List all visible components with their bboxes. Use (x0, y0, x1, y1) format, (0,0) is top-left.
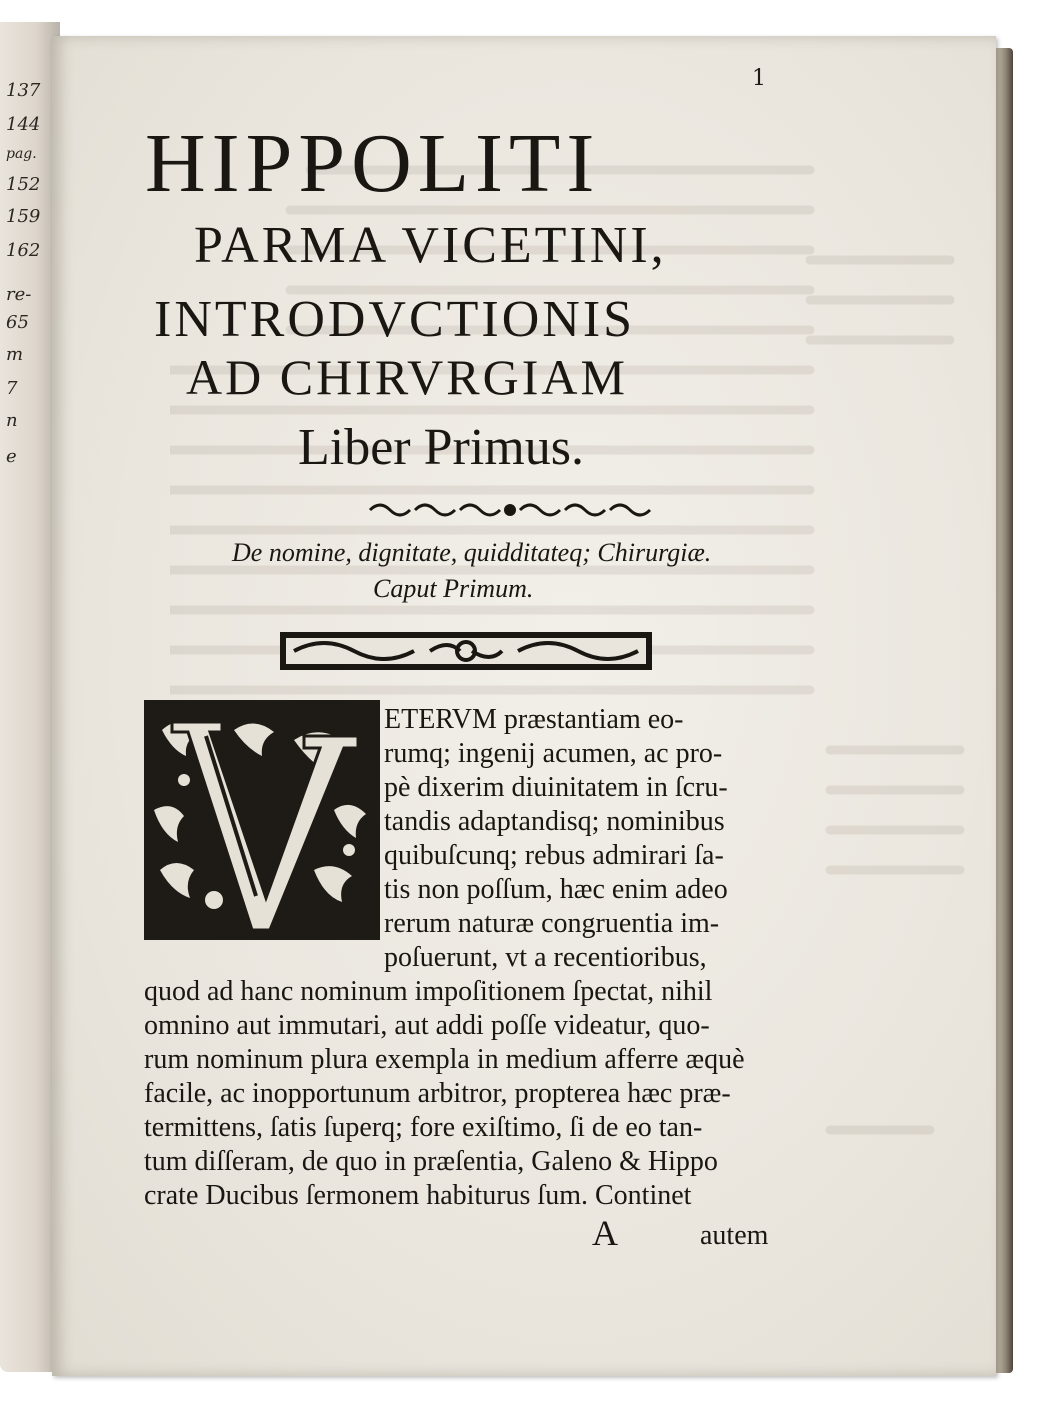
body-text-line: omnino aut immutari, aut addi poſſe videatur, quo- (144, 1010, 710, 1041)
body-text-line: ETERVM præstantiam eo- (384, 704, 684, 735)
margin-number: 152 (6, 174, 41, 195)
left-page-edge (0, 22, 60, 1372)
body-text-line: crate Ducibus ſermonem habiturus ſum. Continet (144, 1180, 692, 1211)
margin-number: 7 (6, 378, 18, 399)
body-text-line: tis non poſſum, hæc enim adeo (384, 874, 728, 905)
body-text-line: quod ad hanc nominum impoſitionem ſpectat, nihil (144, 976, 713, 1007)
page-number: 1 (752, 66, 766, 91)
margin-number: e (6, 446, 17, 467)
margin-number: 65 (6, 312, 29, 333)
margin-number: n (6, 410, 18, 431)
margin-number: m (6, 344, 24, 365)
body-text-line: tum diſſeram, de quo in præſentia, Galeno & Hippo (144, 1146, 718, 1177)
title-work: INTRODVCTIONIS (154, 291, 636, 348)
title-subject: AD CHIRVRGIAM (186, 349, 628, 405)
body-text-line: tandis adaptandisq; nominibus (384, 806, 725, 837)
margin-number: 162 (6, 240, 41, 261)
body-text-line: termittens, ſatis ſuperq; fore exiſtimo, ſi de eo tan- (144, 1112, 703, 1143)
margin-number: re- (6, 284, 32, 305)
headpiece-ornament (280, 632, 652, 670)
chapter-subtitle: Caput Primum. (373, 574, 534, 603)
body-text-line: facile, ac inopportunum arbitror, propterea hæc præ- (144, 1078, 731, 1109)
fleuron-ornament (365, 498, 655, 522)
body-text-line: rum nominum plura exempla in medium afferre æquè (144, 1044, 745, 1075)
margin-number: pag. (6, 146, 37, 162)
title-book-number: Liber Primus. (298, 419, 584, 476)
body-text-line: rerum naturæ congruentia im- (384, 908, 720, 939)
body-text-line: rumq; ingenij acumen, ac pro- (384, 738, 723, 769)
margin-number: 144 (6, 114, 41, 135)
body-text-line: poſuerunt, vt a recentioribus, (384, 942, 707, 973)
margin-number: 159 (6, 206, 41, 227)
title-author: HIPPOLITI (145, 117, 601, 210)
chapter-title: De nomine, dignitate, quidditateq; Chirurgiæ. (232, 538, 712, 567)
signature-mark: A (592, 1213, 618, 1253)
body-text-line: quibuſcunq; rebus admirari ſa- (384, 840, 724, 871)
margin-number: 137 (6, 80, 41, 101)
decorated-initial-woodcut (144, 700, 380, 940)
body-text-line: pè dixerim diuinitatem in ſcru- (384, 772, 728, 803)
catchword: autem (700, 1220, 769, 1251)
title-author-surname: PARMA VICETINI, (194, 217, 667, 274)
